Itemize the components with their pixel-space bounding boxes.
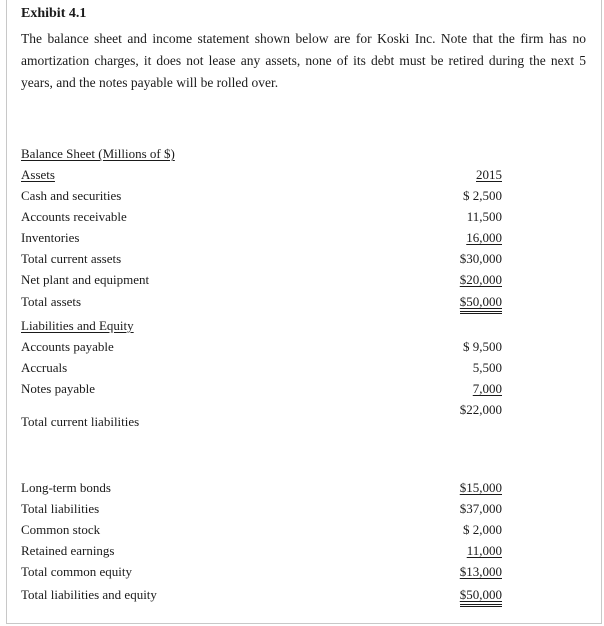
liability-value: $ 2,000	[463, 522, 502, 537]
asset-label: Inventories	[21, 230, 80, 245]
liabilities-header: Liabilities and Equity	[21, 318, 134, 333]
asset-label: Accounts receivable	[21, 209, 127, 224]
liability-value: $50,000	[460, 587, 502, 607]
asset-label: Total assets	[21, 294, 82, 309]
asset-label: Net plant and equipment	[21, 272, 150, 287]
liability-value: 7,000	[472, 381, 502, 396]
exhibit-title: Exhibit 4.1	[21, 6, 87, 21]
liability-label: Notes payable	[21, 381, 96, 396]
liability-value: $ 9,500	[463, 339, 502, 354]
asset-label: Cash and securities	[21, 188, 122, 203]
liability-label: Retained earnings	[21, 543, 115, 558]
asset-value: $50,000	[460, 294, 502, 314]
asset-value: $20,000	[459, 272, 502, 287]
liability-value: $22,000	[459, 402, 502, 417]
asset-value: 11,500	[466, 209, 502, 224]
year-header: 2015	[476, 167, 502, 182]
asset-label: Total current assets	[21, 251, 122, 266]
liability-label: Total liabilities	[21, 501, 100, 516]
liability-value: $15,000	[459, 480, 502, 495]
liability-label: Long-term bonds	[21, 480, 111, 495]
assets-header: Assets	[21, 167, 55, 182]
balance-sheet-header: Balance Sheet (Millions of $)	[21, 146, 175, 161]
asset-value: $ 2,500	[463, 188, 502, 203]
liability-label: Common stock	[21, 522, 101, 537]
liability-label: Accounts payable	[21, 339, 114, 354]
asset-value: 16,000	[466, 230, 502, 245]
liability-label: Accruals	[21, 360, 68, 375]
exhibit-intro: The balance sheet and income statement shown below are for Koski Inc. Note that the firm has no amortization charges, it does not lease any assets, none of its debt must be retired during the next 5 years, and the notes payable will be rolled over.	[21, 31, 586, 90]
asset-value: $30,000	[459, 251, 502, 266]
liability-label: Total liabilities and equity	[21, 587, 157, 602]
liability-label: Total current liabilities	[21, 414, 140, 429]
liability-value: 5,500	[472, 360, 502, 375]
liability-value: $37,000	[459, 501, 502, 516]
liability-value: 11,000	[466, 543, 502, 558]
liability-value: $13,000	[459, 564, 502, 579]
liability-label: Total common equity	[21, 564, 133, 579]
